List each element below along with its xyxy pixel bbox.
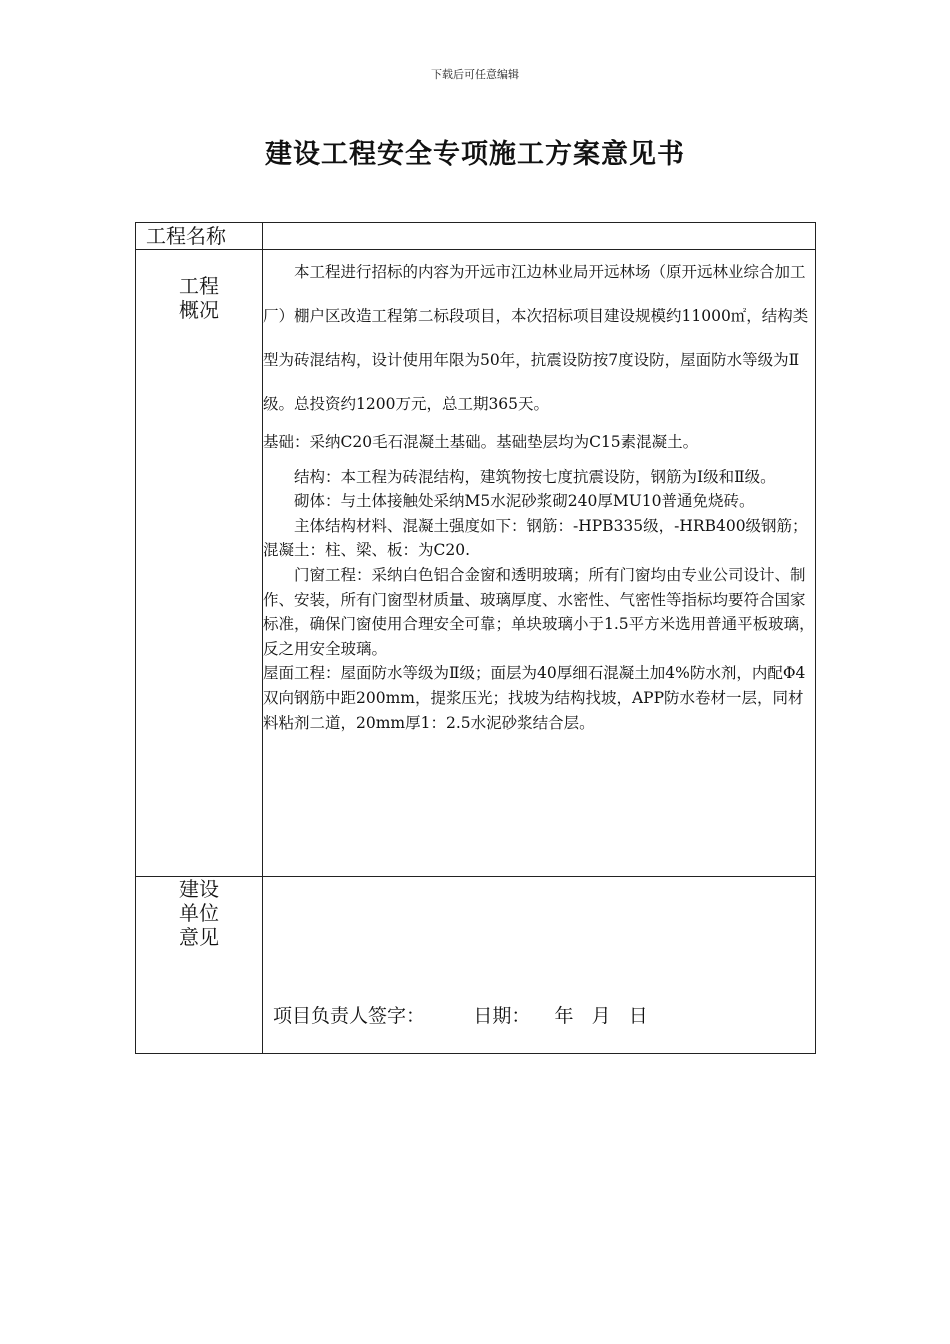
document-title: 建设工程安全专项施工方案意见书 — [265, 139, 685, 170]
opinion-label-line: 建设 — [179, 877, 219, 901]
project-overview-label — [136, 250, 263, 877]
project-overview-content — [263, 250, 816, 877]
project-name-row — [136, 223, 816, 250]
overview-paragraph-masonry: 砌体：与土体接触处采纳M5水泥砂浆砌240厚MU10普通免烧砖。 — [294, 492, 755, 511]
header-note: 下载后可任意编辑 — [431, 68, 519, 81]
construction-unit-opinion-field[interactable] — [263, 877, 816, 1054]
overview-paragraph-scope: 本工程进行招标的内容为开远市江边林业局开远林场（原开远林业综合加工厂）棚户区改造工程第二标段项目，本次招标项目建设规模约11000㎡，结构类型为砖混结构，设计使用年限为50年，抗震设防按7度设防，屋面防水等级为Ⅱ级。总投资约1200万元，总工期365天。 — [263, 263, 809, 413]
project-overview-row — [136, 250, 816, 877]
signature-date-line: 项目负责人签字： 日期： 年 月 日 — [273, 1005, 648, 1027]
opinion-label-line: 单位 — [179, 901, 219, 925]
overview-label-line: 工程 — [179, 274, 219, 298]
project-name-label: 工程名称 — [136, 223, 263, 250]
overview-paragraph-doors-windows: 门窗工程：采纳白色铝合金窗和透明玻璃；所有门窗均由专业公司设计、制作、安装，所有门窗型材质量、玻璃厚度、水密性、气密性等指标均要符合国家标准，确保门窗使用合理安全可靠；单块玻璃小于1.5平方米选用普通平板玻璃，反之用安全玻璃。 — [263, 565, 815, 658]
project-name-value[interactable] — [263, 223, 816, 250]
overview-paragraph-materials: 主体结构材料、混凝土强度如下：钢筋：-HPB335级，-HRB400级钢筋；混凝土：柱、梁、板：为C20. — [263, 516, 808, 560]
opinion-label-line: 意见 — [179, 925, 219, 949]
opinion-form-table — [135, 222, 816, 1054]
construction-unit-opinion-label — [136, 877, 263, 1054]
overview-paragraph-structure: 结构：本工程为砖混结构，建筑物按七度抗震设防，钢筋为Ⅰ级和Ⅱ级。 — [294, 467, 776, 486]
overview-paragraph-foundation: 基础：采纳C20毛石混凝土基础。基础垫层均为C15素混凝土。 — [263, 433, 699, 451]
overview-label-line: 概况 — [179, 298, 219, 322]
construction-unit-opinion-row — [136, 877, 816, 1054]
overview-paragraph-roof: 屋面工程：屋面防水等级为Ⅱ级；面层为40厚细石混凝土加4%防水剂，内配Φ4双向钢筋中距200mm，提浆压光；找坡为结构找坡，APP防水卷材一层，同材料粘剂二道，20mm厚1：2.5水泥砂浆结合层。 — [263, 664, 806, 732]
